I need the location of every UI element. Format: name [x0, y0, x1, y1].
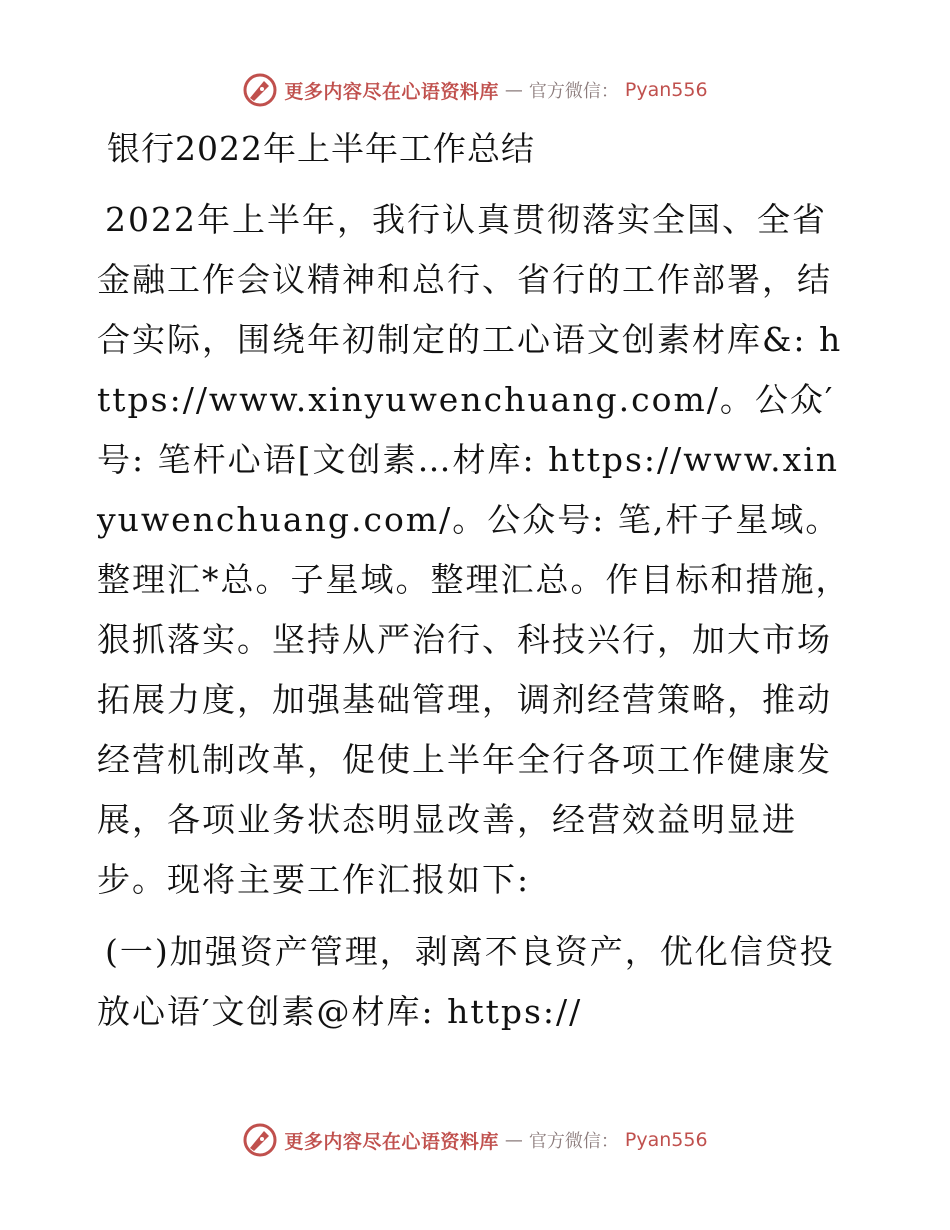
watermark-wechat-label: 官方微信：: [528, 81, 619, 102]
watermark-main-text: 更多内容尽在心语资料库: [284, 80, 499, 103]
watermark-wechat-id: Pyan556: [624, 79, 708, 101]
pen-nib-logo-icon: [242, 1122, 278, 1158]
watermark-separator: —: [504, 1129, 523, 1151]
footer-watermark-banner: [0, 1120, 950, 1160]
document-body: [97, 120, 857, 1042]
header-watermark-banner: [0, 70, 950, 110]
paragraph-intro: 2022年上半年，我行认真贯彻落实全国、全省金融工作会议精神和总行、省行的工作部署，结合实际，围绕年初制定的工心语文创素材库&: https://www.xinyuwenchuang.com/。公众′号: 笔杆心语[文创素…材库: https://www.xinyuwenchuang.com/。公众号: 笔,杆子星域。整理汇*总。子星域。整理汇总。作目标和措施，狠抓落实。坚持从严治行、科技兴行，加大市场拓展力度，加强基础管理，调剂经营策略，推动经营机制改革，促使上半年全行各项工作健康发展，各项业务状态明显改善，经营效益明显进步。现将主要工作汇报如下:: [97, 200, 851, 899]
watermark-wechat-label: 官方微信：: [528, 1131, 619, 1152]
watermark-content: [242, 72, 707, 108]
paragraph-section-1: (一)加强资产管理，剥离不良资产，优化信贷投放心语′文创素@材库: https://: [97, 932, 835, 1031]
document-title: 银行2022年上半年工作总结: [107, 129, 535, 168]
watermark-content: [242, 1122, 707, 1158]
pen-nib-logo-icon: [242, 72, 278, 108]
watermark-main-text: 更多内容尽在心语资料库: [284, 1130, 499, 1153]
watermark-separator: —: [504, 79, 523, 101]
watermark-wechat-id: Pyan556: [624, 1129, 708, 1151]
